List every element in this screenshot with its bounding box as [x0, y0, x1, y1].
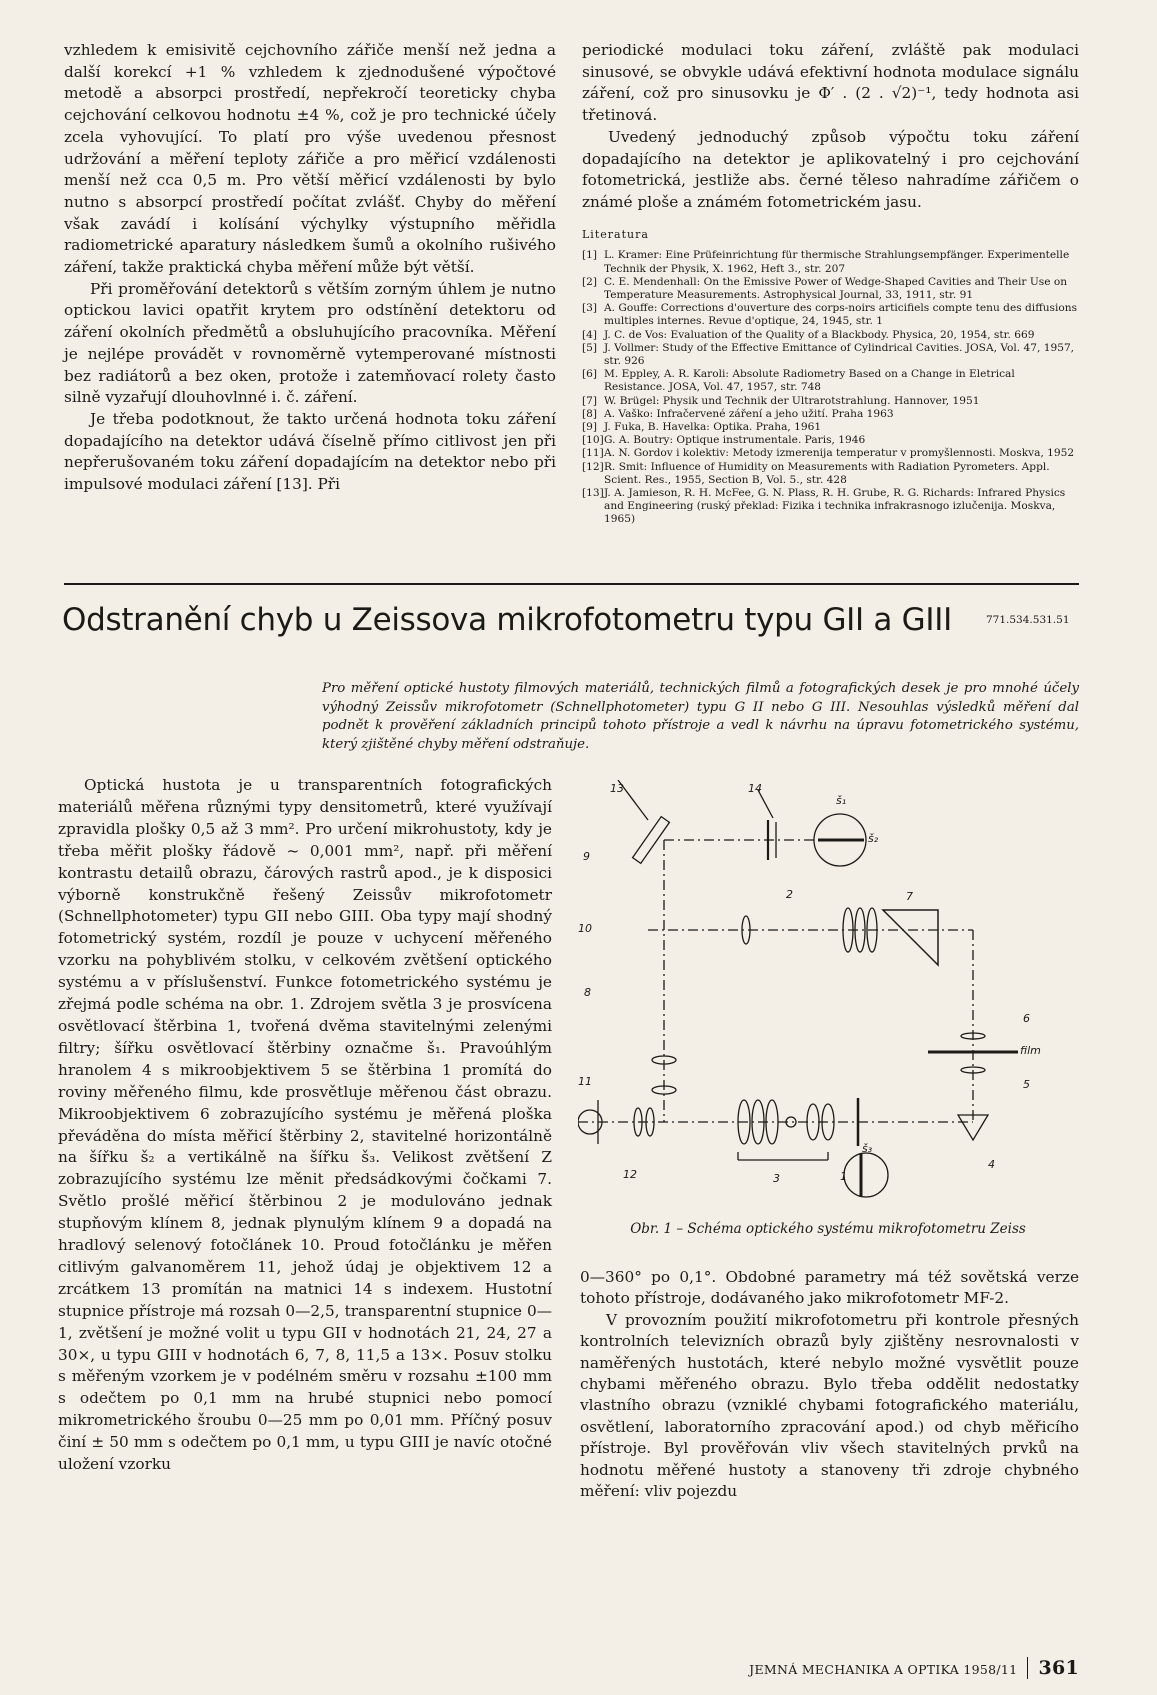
references-heading: Literatura	[582, 227, 649, 241]
svg-text:10: 10	[578, 922, 592, 935]
top-left-column	[64, 40, 556, 496]
reference-item: [10] G. A. Boutry: Optique instrumentale. Paris, 1946	[582, 434, 866, 447]
reference-item: [4] J. C. de Vos: Evaluation of the Quality of a Blackbody. Physica, 20, 1954, str. 669	[582, 328, 1035, 341]
references-list	[582, 249, 1079, 526]
figure-caption: Obr. 1 – Schéma optického systému mikrofotometru Zeiss	[630, 1221, 1026, 1237]
svg-text:7: 7	[906, 890, 913, 903]
reference-item: [2] C. E. Mendenhall: On the Emissive Power of Wedge-Shaped Cavities and Their Use on Temperature Measurements. Astrophysical Journal, 33, 1911, str. 91	[582, 275, 1068, 301]
page-footer	[700, 1657, 1079, 1679]
svg-text:3: 3	[773, 1172, 780, 1185]
svg-text:12: 12	[623, 1168, 637, 1181]
paragraph: Optická hustota je u transparentních fotografických materiálů měřena různými typy densitometrů, které využívají zpravidla plošky 0,5 až 3 mm². Pro určení mikrohustoty, kdy je třeba měřit plošky řádově ~ 0,001 mm², např. při měření kontrastu detailů obrazu, čárových rastrů apod., je k disposici výborně konstrukčně řešený Zeissův mikrofotometr (Schnellphotometer) typu GII nebo GIII. Oba typy mají shodný fotometrický systém, rozdíl je pouze v uchycení měřeného vzorku na pohyblivém stolku, v celkovém zvětšení optického systému a v příslušenství. Funkce fotometrického systému je zřejmá podle schéma na obr. 1. Zdrojem světla 3 je prosvícena osvětlovací štěrbina 1, tvořená dvěma stavitelnými zelenými filtry; šířku osvětlovací štěrbiny označme š₁. Pravoúhlým hranolem 4 s mikroobjektivem 5 se štěrbina 1 promítá do roviny měřeného filmu, kde prosvětluje měřenou část obrazu. Mikroobjektivem 6 zobrazujícího systému je měřená ploška převáděna do místa měřicí štěrbiny 2, stavitelné horizontálně na šířku š₂ a vertikálně na šířku š₃. Velikost zvětšení Z zobrazujícího systému lze měnit předsádkovými čočkami 7. Světlo prošlé měřicí štěrbinou 2 je modulováno jednak stupňovým klínem 8, jednak plynulým klínem 9 a dopadá na hradlový selenový fotočlánek 10. Proud fotočlánku je měřen citlivým galvanoměrem 11, jehož údaj je objektivem 12 a zrcátkem 13 promítán na matnici 14 s indexem. Hustotní stupnice přístroje má rozsah 0—2,5, transparentní stupnice 0—1, zvětšení je možné volit u typu GII v hodnotách 21, 24, 27 a 30×, u typu GIII v hodnotách 6, 7, 8, 11,5 a 13×. Posuv stolku s měřeným vzorkem je v podélném směru v rozsahu ±100 mm s odečtem po 0,1 mm na hrubé stupnici nebo pomocí mikrometrického šroubu 0—25 mm po 0,01 mm. Příčný posuv činí ± 50 mm s odečtem po 0,1 mm, u typu GIII je navíc otočné uložení vzorku	[58, 776, 552, 1474]
reference-item: [12] R. Smit: Influence of Humidity on Measurements with Radiation Pyrometers. Appl. Scient. Res., 1955, Section B, Vol. 5., str. 428	[582, 460, 1050, 486]
section-divider	[64, 583, 1079, 585]
bottom-right-column	[580, 1267, 1079, 1502]
reference-item: [3] A. Gouffe: Corrections d'ouverture des corps-noirs articifiels compte tenu des diffusions multiples internes. Revue d'optique, 24, 1945, str. 1	[582, 302, 1078, 328]
optical-schematic-figure	[578, 780, 1078, 1200]
svg-text:š₁: š₁	[836, 794, 847, 807]
paragraph: Uvedený jednoduchý způsob výpočtu toku záření dopadajícího na detektor je aplikovatelný i pro cejchování fotometrická, jestliže abs. černé těleso nahradíme zářičem o známé ploše a známém fotometrickém jasu.	[582, 127, 1079, 211]
svg-text:š₂: š₂	[868, 832, 879, 845]
reference-item: [8] A. Vaško: Infračervené záření a jeho užití. Praha 1963	[582, 407, 894, 420]
page-number: 361	[1038, 1657, 1079, 1679]
svg-text:8: 8	[584, 986, 591, 999]
svg-text:5: 5	[1023, 1078, 1030, 1091]
article-title: Odstranění chyb u Zeissova mikrofotometru typu GII a GIII	[62, 602, 952, 638]
reference-item: [6] M. Eppley, A. R. Karoli: Absolute Radiometry Based on a Change in Eletrical Resistance. JOSA, Vol. 47, 1957, str. 748	[582, 368, 1015, 394]
footer-separator	[1027, 1657, 1028, 1679]
svg-text:13: 13	[610, 782, 624, 795]
optical-schematic	[578, 780, 1078, 1200]
svg-text:9: 9	[583, 850, 590, 863]
reference-item: [13] J. A. Jamieson, R. H. McFee, G. N. Plass, R. H. Grube, R. G. Richards: Infrared Physics and Engineering (ruský překlad: Fizika i technika infrakrasnogo izlučenija. Moskva, 1965)	[582, 486, 1066, 526]
svg-text:1: 1	[840, 1170, 847, 1183]
bottom-left-column	[58, 775, 552, 1476]
udc-code: 771.534.531.51	[986, 614, 1070, 626]
svg-text:š₃: š₃	[862, 1142, 873, 1155]
paragraph: Při proměřování detektorů s větším zorným úhlem je nutno optickou lavici opatřit krytem pro odstínění detektoru od záření okolních předmětů a obsluhujícího pracovníka. Měření je nejlépe provádět v rovnoměrně vytemperované místnosti bez radiátorů a bez oken, protože i zatemňovací rolety často silně vyzařují dlouhovlnné i. č. záření.	[64, 279, 556, 407]
reference-item: [1] L. Kramer: Eine Prüfeinrichtung für thermische Strahlungsempfänger. Experimentelle Technik der Physik, X. 1962, Heft 3., str. 207	[582, 249, 1070, 275]
figure-labels	[578, 782, 1041, 1185]
svg-text:6: 6	[1023, 1012, 1030, 1025]
abstract: Pro měření optické hustoty filmových materiálů, technických filmů a fotografických desek je pro mnohé účely výhodný Zeissův mikrofotometr (Schnellphotometer) typu G II nebo G III. Nesouhlas výsledků měření dal podnět k prověření základních principů tohoto přístroje a vedl k návrhu na úpravu fotometrického systému, který zjištěné chyby měření odstraňuje.	[322, 681, 1079, 752]
top-right-column	[582, 40, 1079, 527]
svg-text:2: 2	[786, 888, 793, 901]
journal-name: JEMNÁ MECHANIKA A OPTIKA 1958/11	[749, 1662, 1018, 1677]
reference-item: [9] J. Fuka, B. Havelka: Optika. Praha, 1961	[582, 420, 822, 433]
reference-item: [11] A. N. Gordov i kolektiv: Metody izmerenija temperatur v promyšlennosti. Moskva, 1952	[582, 447, 1075, 460]
reference-item: [5] J. Vollmer: Study of the Effective Emittance of Cylindrical Cavities. JOSA, Vol. 47, 1957, str. 926	[582, 341, 1075, 367]
svg-text:11: 11	[578, 1075, 592, 1088]
paragraph: vzhledem k emisivitě cejchovního zářiče menší než jedna a další korekcí +1 % vzhledem k zjednodušené výpočtové metodě a absorpci prostředí, nepřekročí teoreticky chyba cejchování celkovou hodnotu ±4 %, což je pro technické účely zcela vyhovující. To platí pro výše uvedenou přesnost udržování a měření teploty zářiče a pro měřicí vzdálenosti menší než cca 0,5 m. Pro větší měřicí vzdálenosti by bylo nutno s absorpcí prostředí počítat zvlášť. Chyby do měření však zavádí i kolísání výchylky výstupního měřidla radiometrické aparatury následkem šumů a okolního rušivého záření, takže praktická chyba měření může být větší.	[64, 41, 556, 277]
paragraph: V provozním použití mikrofotometru při kontrole přesných kontrolních televizních obrazů byly zjištěny nesrovnalosti v naměřených hustotách, které nebylo možné vysvětlit pouze chybami měřeného obrazu. Bylo třeba oddělit nedostatky vlastního obrazu (vzniklé chybami fotografického materiálu, osvětlení, laboratorního zpracování apod.) od chyb měřicího přístroje. Byl prověřován vliv všech stavitelných prvků na hodnotu měřené hustoty a stanoveny tři zdroje chybného měření: vliv pojezdu	[580, 1310, 1079, 1501]
svg-text:film: film	[1020, 1044, 1041, 1057]
paragraph: 0—360° po 0,1°. Obdobné parametry má též sovětská verze tohoto přístroje, dodávaného jako mikrofotometr MF-2.	[580, 1268, 1079, 1308]
paragraph: Je třeba podotknout, že takto určená hodnota toku záření dopadajícího na detektor udává číselně přímo citlivost jen při nepřerušovaném toku záření dopadajícím na detektor nebo při impulsové modulaci záření [13]. Při	[64, 409, 556, 494]
svg-text:14: 14	[748, 782, 762, 795]
reference-item: [7] W. Brügel: Physik und Technik der Ultrarotstrahlung. Hannover, 1951	[582, 394, 980, 407]
paragraph: periodické modulaci toku záření, zvláště pak modulaci sinusové, se obvykle udává efektivní hodnota modulace signálu záření, což pro sinusovku je Φ′ . (2 . √2)⁻¹, tedy hodnota asi třetinová.	[582, 41, 1079, 125]
svg-text:4: 4	[988, 1158, 995, 1171]
